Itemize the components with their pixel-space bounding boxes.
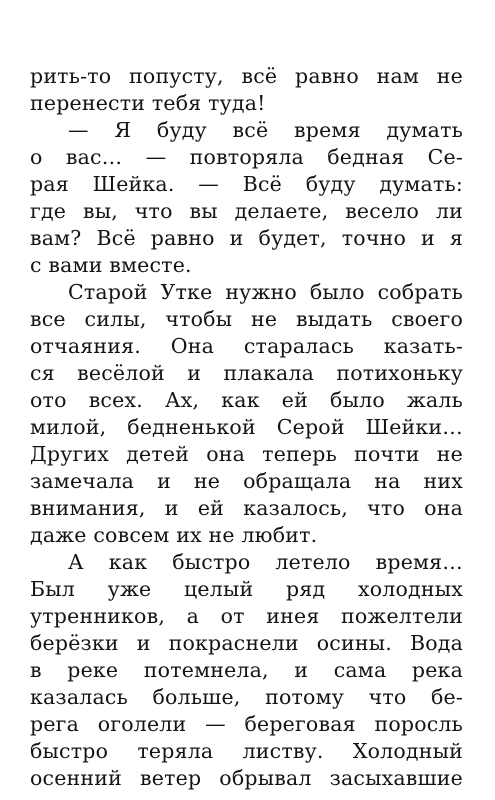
- text-line: отчаяния. Она старалась казать-: [30, 334, 463, 358]
- text-line: с вами вместе.: [30, 253, 192, 277]
- text-line: даже совсем их не любит.: [30, 523, 318, 547]
- text-line: берёзки и покраснели осины. Вода: [30, 631, 463, 655]
- text-line: — Я буду всё время думать: [68, 118, 463, 142]
- text-line: все силы, чтобы не выдать своего: [30, 307, 463, 331]
- text-line: Других детей она теперь почти не: [30, 442, 463, 466]
- text-line: ото всех. Ах, как ей было жаль: [30, 388, 463, 412]
- text-line: рить-то попусту, всё равно нам не: [30, 64, 463, 88]
- text-line: о вас… — повторяла бедная Се-: [30, 145, 463, 169]
- text-line: где вы, что вы делаете, весело ли: [30, 199, 463, 223]
- text-line: внимания, и ей казалось, что она: [30, 496, 463, 520]
- text-line: в реке потемнела, и сама река: [30, 658, 463, 682]
- text-line: Был уже целый ряд холодных: [30, 577, 463, 601]
- text-line: быстро теряла листву. Холодный: [30, 739, 463, 763]
- text-line: А как быстро летело время…: [68, 550, 463, 574]
- text-line: утренников, а от инея пожелтели: [30, 604, 463, 628]
- text-line: замечала и не обращала на них: [30, 469, 463, 493]
- text-line: рая Шейка. — Всё буду думать:: [30, 172, 463, 196]
- text-line: осенний ветер обрывал засыхавшие: [30, 766, 463, 790]
- text-line: вам? Всё равно и будет, точно и я: [30, 226, 463, 250]
- text-line: казалась больше, потому что бе-: [30, 685, 463, 709]
- text-line: ся весёлой и плакала потихоньку: [30, 361, 463, 385]
- text-line: перенести тебя туда!: [30, 91, 266, 115]
- text-line: Старой Утке нужно было собрать: [68, 280, 463, 304]
- book-page: [30, 0, 463, 800]
- text-line: рега оголели — береговая поросль: [30, 712, 463, 736]
- text-line: милой, бедненькой Серой Шейки…: [30, 415, 463, 439]
